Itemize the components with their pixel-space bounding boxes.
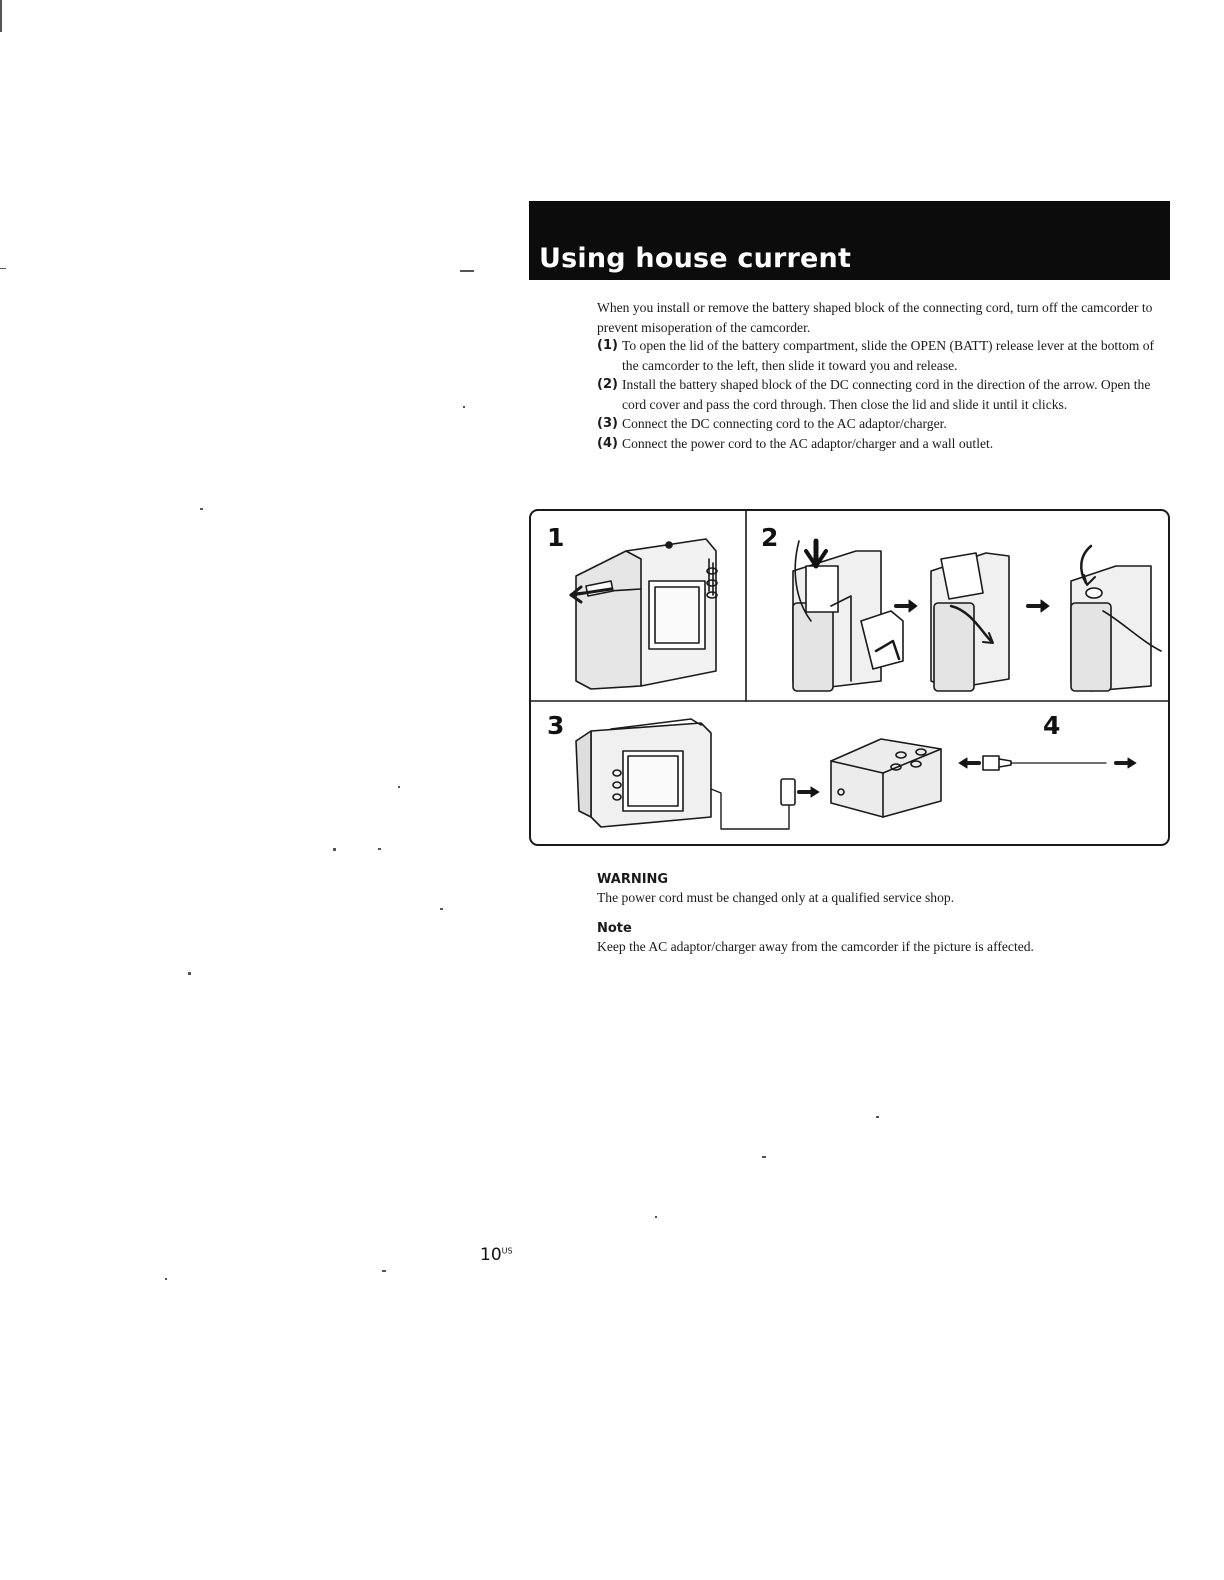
step-text: Connect the power cord to the AC adaptor/charger and a wall outlet. xyxy=(622,435,994,451)
step-arrow-right-icon xyxy=(896,600,917,612)
notes-section xyxy=(597,872,1167,970)
panel-label-2: 2 xyxy=(761,523,779,552)
step-2 xyxy=(597,375,1167,414)
step-arrow-right-icon xyxy=(1028,600,1049,612)
step-text: Install the battery shaped block of the DC connecting cord in the direction of the arrow. Open the cord cover and pass the cord through. Then close the lid and slide it until it clicks. xyxy=(622,377,1151,412)
warning-heading: WARNING xyxy=(597,872,669,887)
step-3 xyxy=(597,414,1167,434)
camcorder-open-lid-drawing xyxy=(571,539,717,689)
panel-label-4: 4 xyxy=(1043,711,1061,740)
scan-speck xyxy=(460,270,474,272)
step-number: (4) xyxy=(597,435,618,451)
scan-speck xyxy=(378,848,381,850)
scan-speck xyxy=(463,406,465,408)
step-number: (2) xyxy=(597,377,618,392)
step-number: (1) xyxy=(597,338,618,353)
scan-speck xyxy=(876,1116,879,1118)
dc-connecting-cord-drawing xyxy=(711,779,795,829)
step-4 xyxy=(597,434,1167,454)
battery-block-insert-drawing xyxy=(793,541,903,691)
scan-speck xyxy=(200,508,203,510)
power-cord-drawing xyxy=(983,756,1106,770)
camcorder-side-drawing xyxy=(576,719,711,827)
scan-speck xyxy=(333,848,336,851)
intro-paragraph: When you install or remove the battery shaped block of the connecting cord, turn off the camcorder to prevent misoperation of the camcorder. xyxy=(597,300,1153,335)
scan-speck xyxy=(382,1270,386,1272)
scan-speck xyxy=(0,268,6,269)
instruction-steps xyxy=(597,336,1167,453)
wall-outlet-arrow-right-icon xyxy=(1116,758,1136,768)
scan-speck xyxy=(0,0,2,32)
page-number-suffix: US xyxy=(501,1246,513,1256)
step-text: To open the lid of the battery compartment, slide the OPEN (BATT) release lever at the bottom of the camcorder to the left, then slide it toward you and release. xyxy=(622,338,1155,373)
step-text: Connect the DC connecting cord to the AC adaptor/charger. xyxy=(622,416,947,431)
scan-speck xyxy=(188,972,191,975)
note-heading: Note xyxy=(597,921,632,936)
scan-speck xyxy=(398,786,400,788)
page-title: Using house current xyxy=(539,243,852,274)
illustration-drawing xyxy=(531,511,1168,844)
scan-speck xyxy=(165,1278,167,1280)
panel-label-3: 3 xyxy=(547,711,565,740)
warning-text: The power cord must be changed only at a qualified service shop. xyxy=(597,890,955,905)
plug-arrow-right-icon xyxy=(799,787,819,797)
scan-speck xyxy=(762,1156,766,1158)
section-header-bar xyxy=(529,201,1170,280)
page-number-value: 10 xyxy=(480,1245,502,1265)
scan-speck xyxy=(655,1216,657,1218)
battery-lid-slide-drawing xyxy=(1071,546,1161,691)
illustration-figure xyxy=(529,509,1170,846)
battery-lid-close-drawing xyxy=(931,553,1009,691)
page-number xyxy=(480,1245,513,1265)
step-1 xyxy=(597,336,1167,375)
ac-adaptor-charger-drawing xyxy=(831,739,941,817)
note-text: Keep the AC adaptor/charger away from the camcorder if the picture is affected. xyxy=(597,939,1034,954)
scan-speck xyxy=(440,908,443,910)
step-number: (3) xyxy=(597,416,618,431)
power-cord-plug-arrow-left-icon xyxy=(959,758,979,768)
panel-label-1: 1 xyxy=(547,523,565,552)
